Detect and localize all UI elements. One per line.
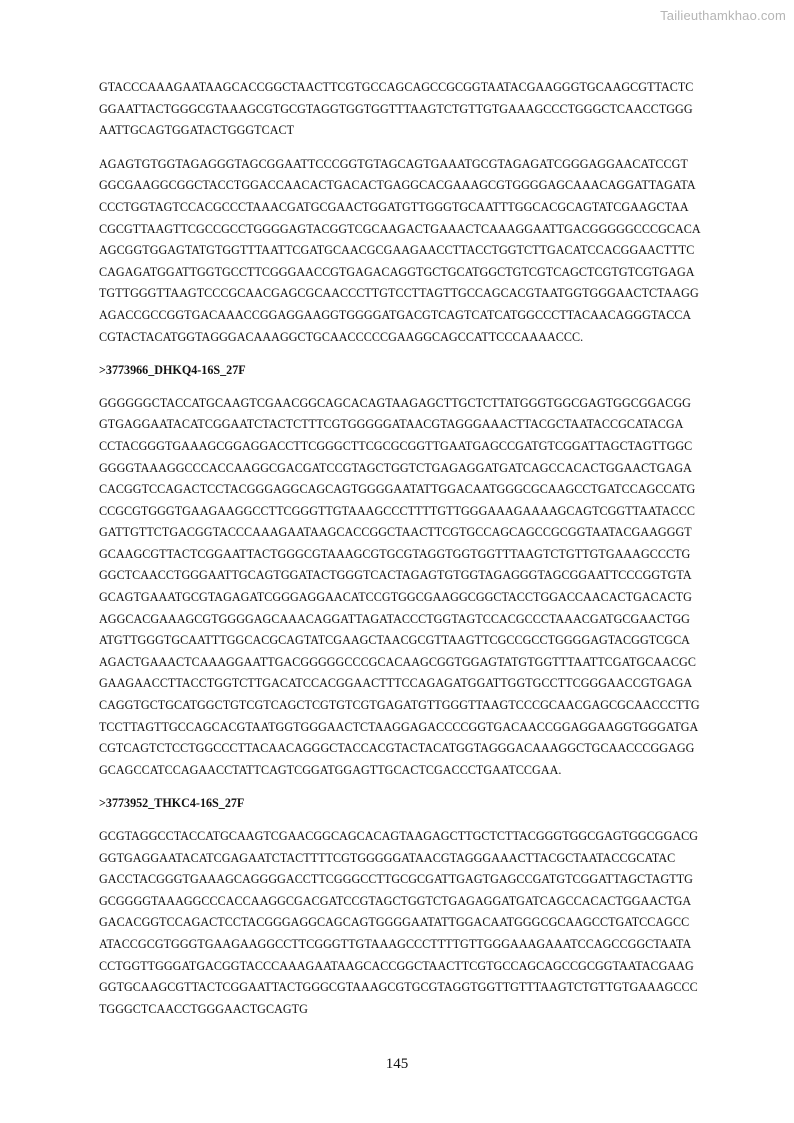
sequence-line: GCGGGGTAAAGGCCCACCAAGGCGACGATCCGTAGCTGGTCTGAGAGGATGATCAGCCACACTGGAACTGA — [99, 893, 692, 908]
sequence-line: CCTGGTTGGGATGACGGTACCCAAAGAATAAGCACCGGCTAACTTCGTGCCAGCAGCCGCGGTAATACGAAG — [99, 958, 694, 973]
sequence-line: GGCTCAACCTGGGAATTGCAGTGGATACTGGGTCACTAGAGTGTGGTAGAGGGTAGCGGAATTCCCGGTGTA — [99, 568, 692, 583]
sequence-line: GGGGGGCTACCATGCAAGTCGAACGGCAGCACAGTAAGAGCTTGCTCTTATGGGTGGCGAGTGGCGGACGG — [99, 395, 691, 410]
sequence-line: CCGCGTGGGTGAAGAAGGCCTTCGGGTTGTAAAGCCCTTTTGTTGGGAAAGAAAAGCAGTCGGTTAATACCC — [99, 503, 695, 518]
sequence-line: GGTGAGGAATACATCGAGAATCTACTTTTCGTGGGGGATAACGTAGGGAAACTTACGCTAATACCGCATAC — [99, 850, 676, 865]
sequence-line: CAGAGATGGATTGGTGCCTTCGGGAACCGTGAGACAGGTGCTGCATGGCTGTCGTCAGCTCGTGTCGTGAGA — [99, 264, 695, 279]
sequence-line: GGAATTACTGGGCGTAAAGCGTGCGTAGGTGGTGGTTTAAGTCTGTTGTGAAAGCCCTGGGCTCAACCTGGG — [99, 101, 693, 116]
sequence-line: GACCTACGGGTGAAAGCAGGGGACCTTCGGGCCTTGCGCGATTGAGTGAGCCGATGTCGGATTAGCTAGTTG — [99, 872, 693, 887]
sequence-line: CACGGTCCAGACTCCTACGGGAGGCAGCAGTGGGGAATATTGGACAATGGGCGCAAGCCTGATCCAGCCATG — [99, 482, 696, 497]
sequence-line: AGACTGAAACTCAAAGGAATTGACGGGGGCCCGCACAAGCGGTGGAGTATGTGGTTTAATTCGATGCAACGC — [99, 654, 696, 669]
sequence-line: CGCGTTAAGTTCGCCGCCTGGGGAGTACGGTCGCAAGACTGAAACTCAAAGGAATTGACGGGGGCCCGCACA — [99, 221, 701, 236]
sequence-line: AGGCACGAAAGCGTGGGGAGCAAACAGGATTAGATACCCTGGTAGTCCACGCCCTAAACGATGCGAACTGG — [99, 611, 690, 626]
sequence-line: ATGTTGGGTGCAATTTGGCACGCAGTATCGAAGCTAACGCGTTAAGTTCGCCGCCTGGGGAGTACGGTCGCA — [99, 633, 690, 648]
sequence-line: GACACGGTCCAGACTCCTACGGGAGGCAGCAGTGGGGAATATTGGACAATGGGCGCAAGCCTGATCCAGCC — [99, 915, 690, 930]
sequence-line: CGTCAGTCTCCTGGCCCTTACAACAGGGCTACCACGTACTACATGGTAGGGACAAAGGCTGCAACCCGGAGG — [99, 741, 695, 756]
sequence-line: GAAGAACCTTACCTGGTCTTGACATCCACGGAACTTTCCAGAGATGGATTGGTGCCTTCGGGAACCGTGAGA — [99, 676, 693, 691]
sequence-line: ATACCGCGTGGGTGAAGAAGGCCTTCGGGTTGTAAAGCCCTTTTGTTGGGAAAGAAATCCAGCCGGCTAATA — [99, 936, 692, 951]
sequence-block-thkc4 — [99, 826, 759, 1020]
sequence-line: CCCTGGTAGTCCACGCCCTAAACGATGCGAACTGGATGTTGGGTGCAATTTGGCACGCAGTATCGAAGCTAA — [99, 199, 689, 214]
watermark-text: Tailieuthamkhao.com — [660, 8, 786, 23]
sequence-line: AGAGTGTGGTAGAGGGTAGCGGAATTCCCGGTGTAGCAGTGAAATGCGTAGAGATCGGGAGGAACATCCGT — [99, 156, 688, 171]
sequence-line: AGACCGCCGGTGACAAACCGGAGGAAGGTGGGGATGACGTCAGTCATCATGGCCCTTACAACAGGGTACCA — [99, 307, 692, 322]
document-body — [99, 77, 759, 1032]
sequence-line: GCGTAGGCCTACCATGCAAGTCGAACGGCAGCACAGTAAGAGCTTGCTCTTACGGGTGGCGAGTGGCGGACG — [99, 829, 699, 843]
sequence-line: CGTACTACATGGTAGGGACAAAGGCTGCAACCCCCGAAGGCAGCCATTCCCAAAACCC. — [99, 329, 584, 344]
sequence-continuation-part-1 — [99, 77, 759, 142]
sequence-line: TGTTGGGTTAAGTCCCGCAACGAGCGCAACCCTTGTCCTTAGTTGCCAGCACGTAATGGTGGGAACTCTAAGG — [99, 286, 699, 301]
sequence-line: CCTACGGGTGAAAGCGGAGGACCTTCGGGCTTCGCGCGGTTGAATGAGCCGATGTCGGATTAGCTAGTTGGC — [99, 438, 693, 453]
sequence-line: GCAGTGAAATGCGTAGAGATCGGGAGGAACATCCGTGGCGAAGGCGGCTACCTGGACCAACACTGACACTG — [99, 590, 692, 605]
sequence-line: GGGGTAAAGGCCCACCAAGGCGACGATCCGTAGCTGGTCTGAGAGGATGATCAGCCACACTGGAACTGAGA — [99, 460, 692, 475]
sequence-header: >3773952_THKC4-16S_27F — [99, 796, 245, 811]
sequence-header: >3773966_DHKQ4-16S_27F — [99, 363, 246, 378]
sequence-line: GCAGCCATCCAGAACCTATTCAGTCGGATGGAGTTGCACTCGACCCTGAATCCGAA. — [99, 762, 562, 777]
sequence-line: GTACCCAAAGAATAAGCACCGGCTAACTTCGTGCCAGCAGCCGCGGTAATACGAAGGGTGCAAGCGTTACTC — [99, 80, 694, 94]
sequence-line: GATTGTTCTGACGGTACCCAAAGAATAAGCACCGGCTAACTTCGTGCCAGCAGCCGCGGTAATACGAAGGGT — [99, 525, 692, 540]
sequence-continuation-part-2 — [99, 154, 759, 348]
sequence-block-dhkq4 — [99, 393, 759, 782]
sequence-line: GTGAGGAATACATCGGAATCTACTCTTTCGTGGGGGATAACGTAGGGAAACTTACGCTAATACCGCATACGA — [99, 417, 684, 432]
sequence-line: AATTGCAGTGGATACTGGGTCACT — [99, 123, 295, 138]
sequence-line: GCAAGCGTTACTCGGAATTACTGGGCGTAAAGCGTGCGTAGGTGGTGGTTTAAGTCTGTTGTGAAAGCCCTG — [99, 546, 691, 561]
sequence-line: GGTGCAAGCGTTACTCGGAATTACTGGGCGTAAAGCGTGCGTAGGTGGTTGTTTAAGTCTGTTGTGAAAGCCC — [99, 980, 698, 995]
sequence-line: GGCGAAGGCGGCTACCTGGACCAACACTGACACTGAGGCACGAAAGCGTGGGGAGCAAACAGGATTAGATA — [99, 178, 696, 193]
sequence-line: TCCTTAGTTGCCAGCACGTAATGGTGGGAACTCTAAGGAGACCCCGGTGACAACCGGAGGAAGGTGGGATGA — [99, 719, 699, 734]
page-number: 145 — [385, 1056, 409, 1072]
sequence-line: AGCGGTGGAGTATGTGGTTTAATTCGATGCAACGCGAAGAACCTTACCTGGTCTTGACATCCACGGAACTTTC — [99, 243, 695, 258]
sequence-line: TGGGCTCAACCTGGGAACTGCAGTG — [99, 1001, 308, 1016]
sequence-line: CAGGTGCTGCATGGCTGTCGTCAGCTCGTGTCGTGAGATGTTGGGTTAAGTCCCGCAACGAGCGCAACCCTTG — [99, 698, 700, 713]
